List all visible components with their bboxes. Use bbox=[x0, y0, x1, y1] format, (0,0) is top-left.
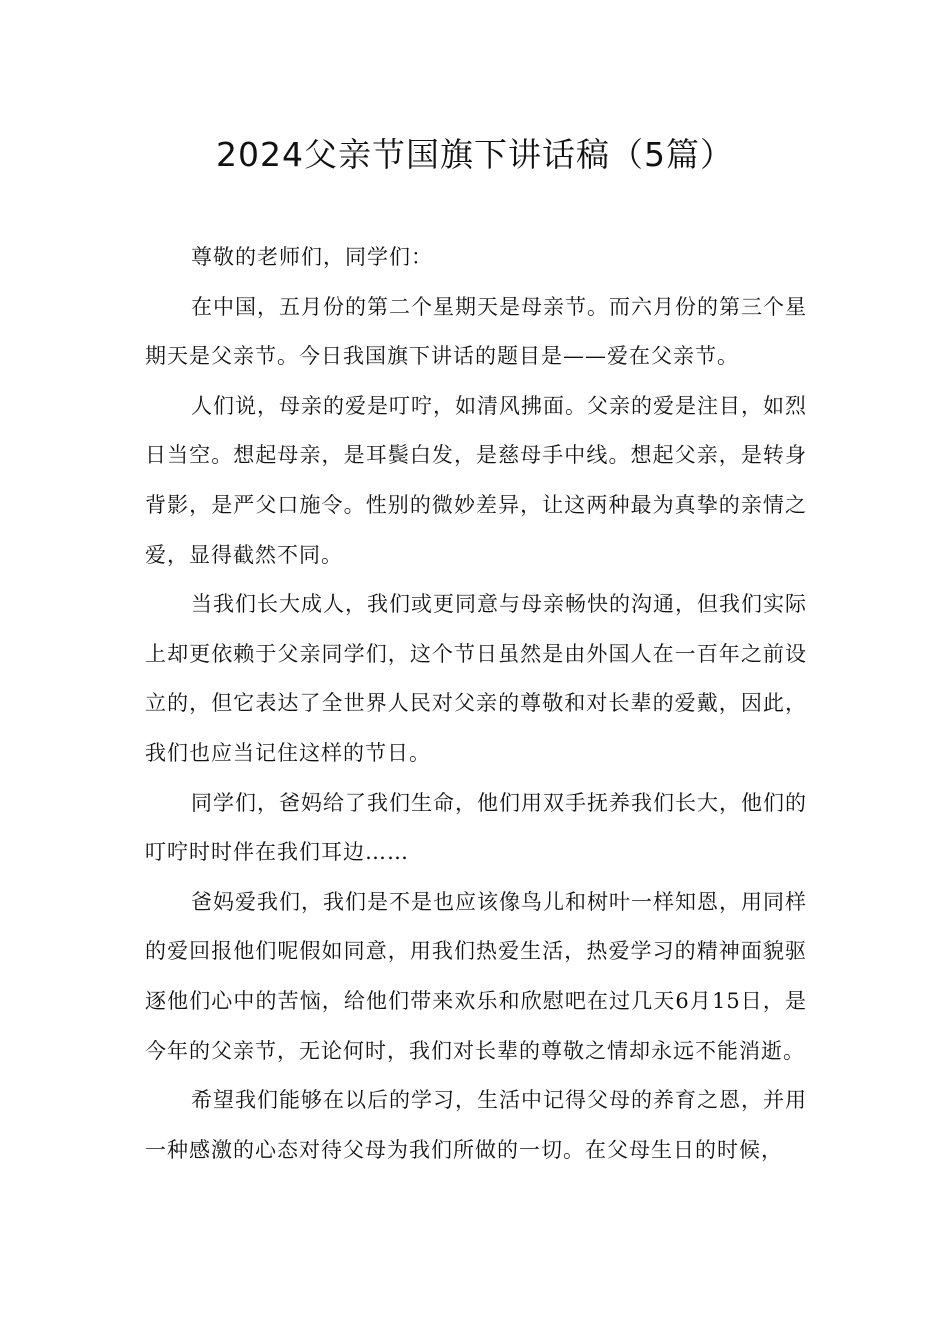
document-body bbox=[145, 233, 807, 1175]
paragraph: 爸妈爱我们，我们是不是也应该像鸟儿和树叶一样知恩，用同样的爱回报他们呢假如同意，用我们热爱生活，热爱学习的精神面貌驱逐他们心中的苦恼，给他们带来欢乐和欣慰吧在过几天6月15日，是今年的父亲节，无论何时，我们对长辈的尊敬之情却永远不能消逝。 bbox=[145, 889, 807, 1063]
paragraph: 同学们，爸妈给了我们生命，他们用双手抚养我们长大，他们的叮咛时时伴在我们耳边…… bbox=[145, 790, 807, 865]
document-title: 2024父亲节国旗下讲话稿（5篇） bbox=[216, 135, 734, 174]
paragraph: 在中国，五月份的第二个星期天是母亲节。而六月份的第三个星期天是父亲节。今日我国旗下讲话的题目是——爱在父亲节。 bbox=[145, 294, 807, 369]
paragraph: 人们说，母亲的爱是叮咛，如清风拂面。父亲的爱是注目，如烈日当空。想起母亲，是耳鬓白发，是慈母手中线。想起父亲，是转身背影，是严父口施令。性别的微妙差异，让这两种最为真挚的亲情之爱，显得截然不同。 bbox=[145, 393, 807, 567]
paragraph: 当我们长大成人，我们或更同意与母亲畅快的沟通，但我们实际上却更依赖于父亲同学们，这个节日虽然是由外国人在一百年之前设立的，但它表达了全世界人民对父亲的尊敬和对长辈的爱戴，因此，我们也应当记住这样的节日。 bbox=[145, 592, 807, 765]
paragraph-greeting: 尊敬的老师们，同学们： bbox=[191, 245, 433, 269]
paragraph: 希望我们能够在以后的学习，生活中记得父母的养育之恩，并用一种感激的心态对待父母为我们所做的一切。在父母生日的时候， bbox=[145, 1088, 807, 1162]
